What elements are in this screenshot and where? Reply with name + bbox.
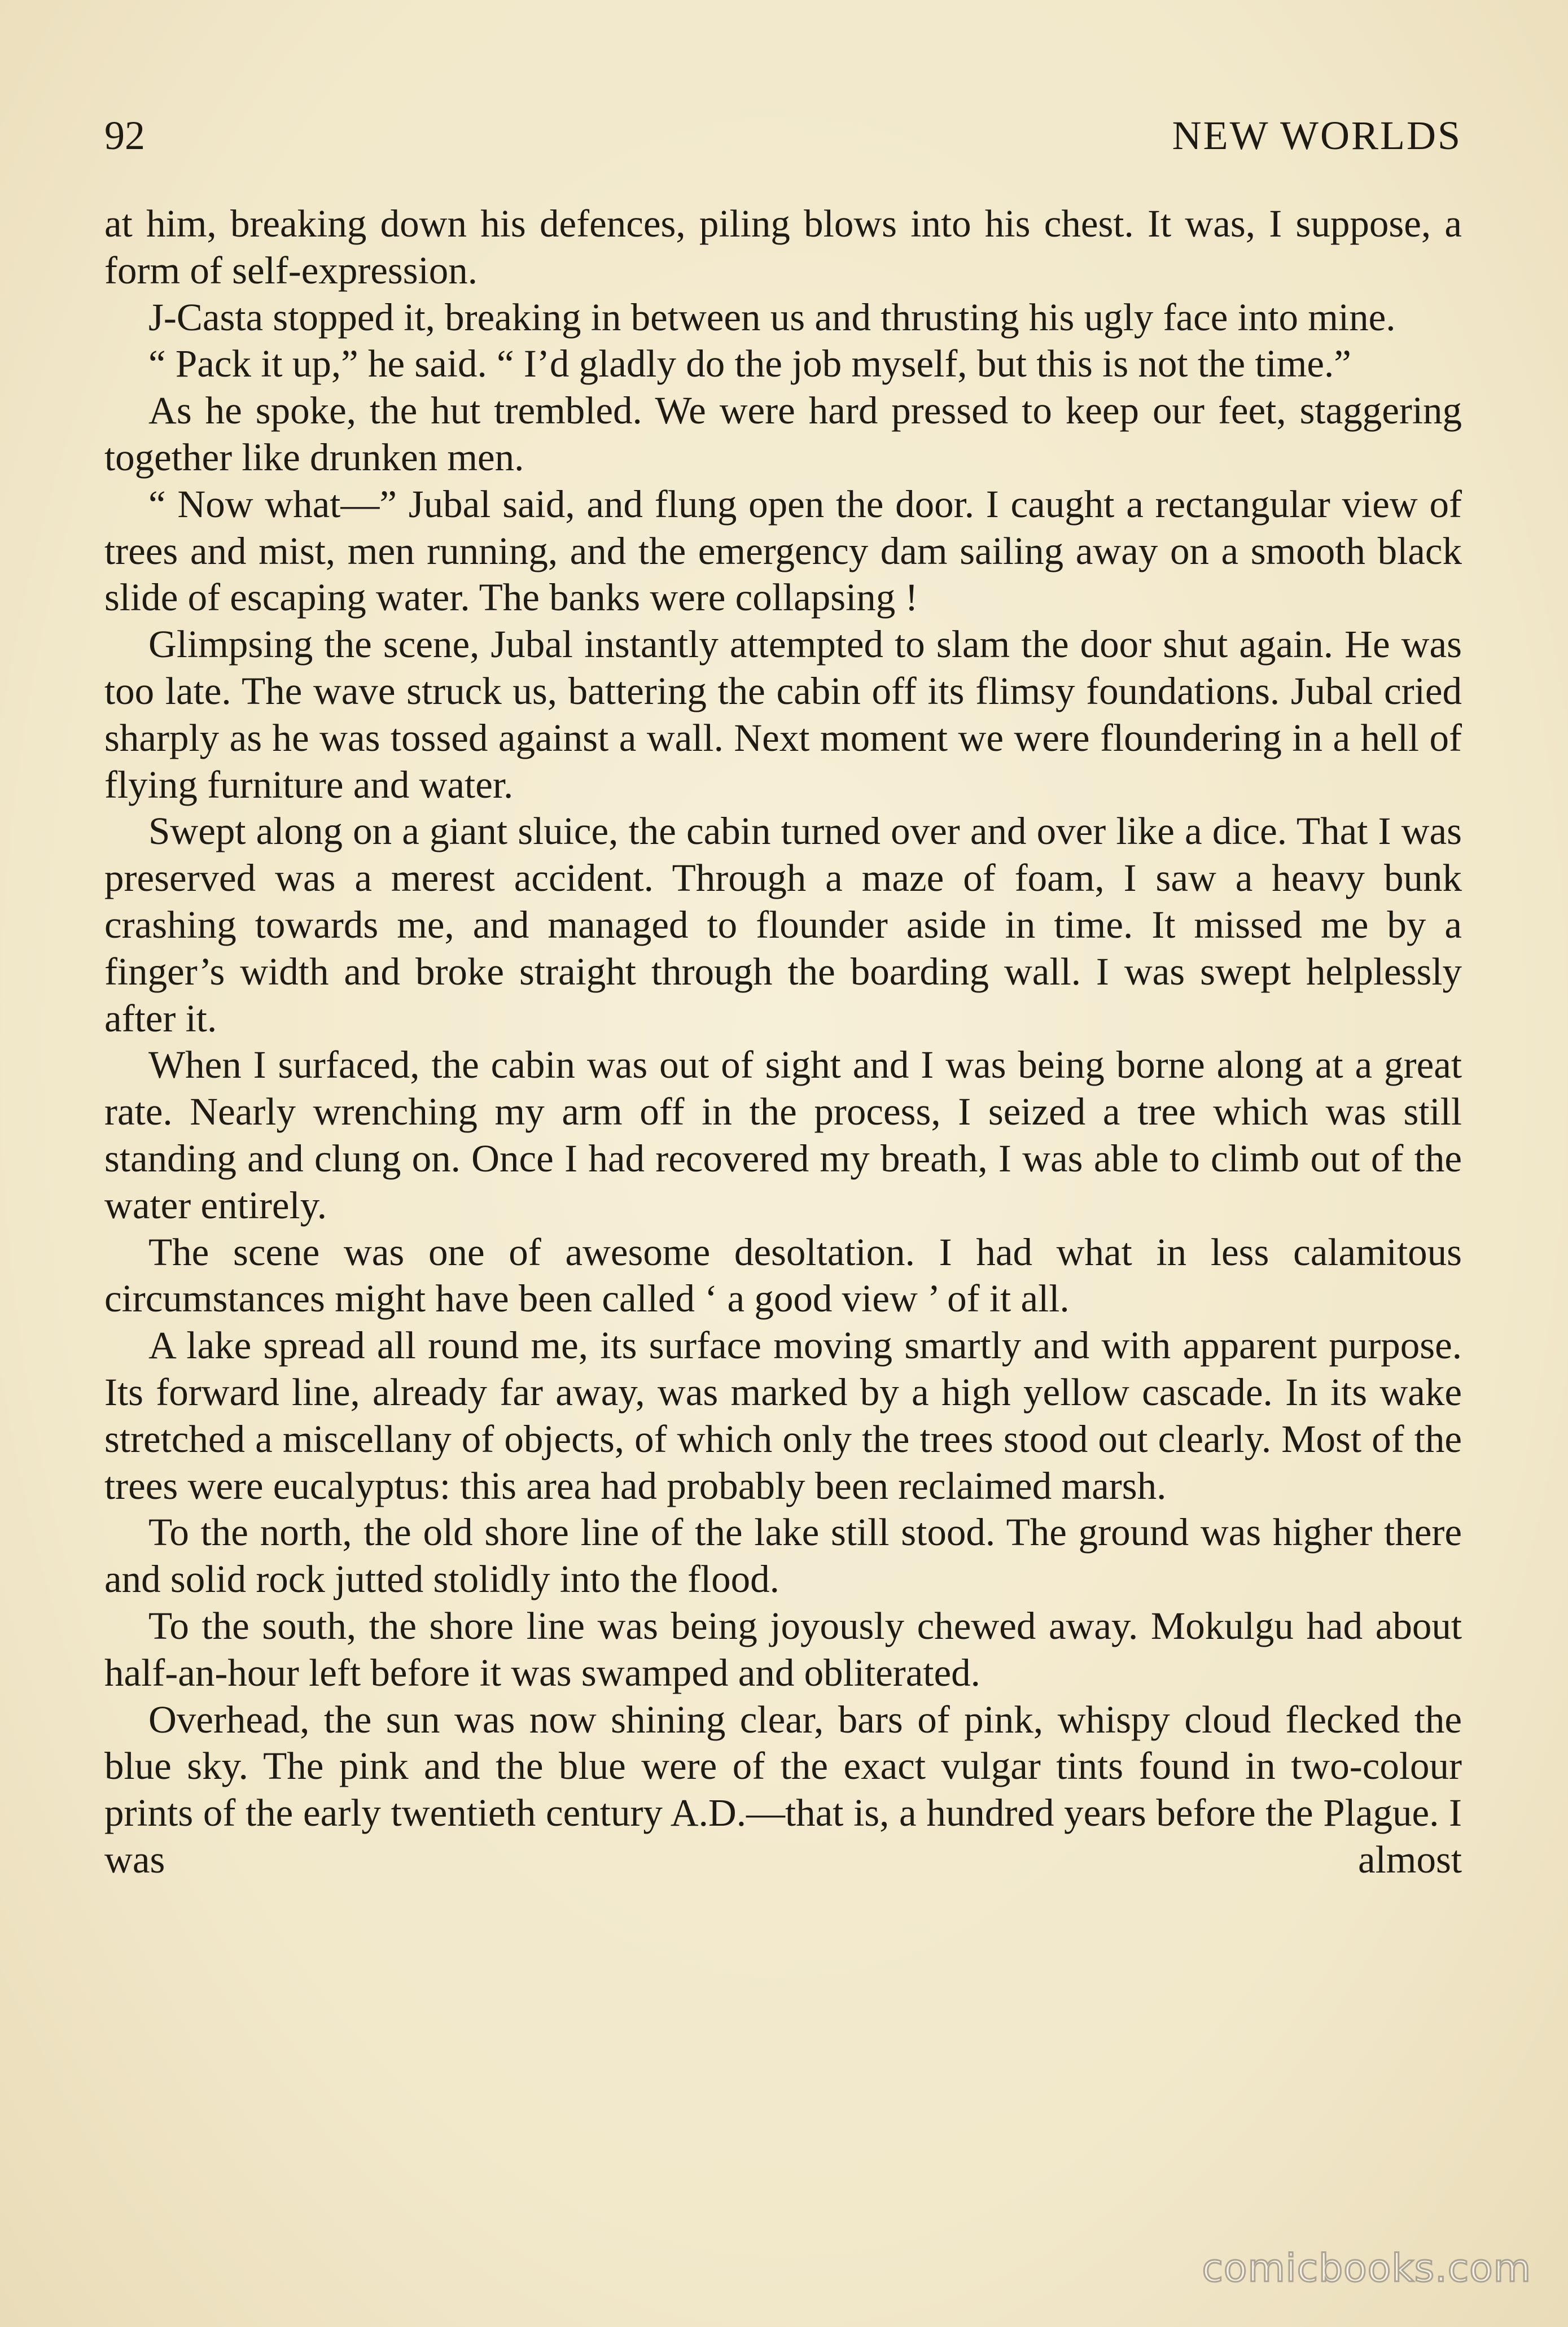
paragraph-9: The scene was one of awesome desoltation. I had what in less calamitous circumstances might have been called ‘ a good view ’ of it all. xyxy=(104,1230,1462,1320)
paragraph-13: Overhead, the sun was now shining clear, bars of pink, whispy cloud flecked the blue sky. The pink and the blue were of the exact vulgar tints found in two-colour prints of the early twentieth century A.D.—that is, a hundred years before the Plague. I was almost xyxy=(104,1698,1462,1881)
paragraph-6: Glimpsing the scene, Jubal instantly attempted to slam the door shut again. He was too late. The wave struck us, battering the cabin off its flimsy foundations. Jubal cried sharply as he was tossed against a wall. Next moment we were floundering in a hell of flying furniture and water. xyxy=(104,623,1462,806)
paragraph-8: When I surfaced, the cabin was out of sight and I was being borne along at a great rate. Nearly wrenching my arm off in the process, I seized a tree which was still standing and clung on. Once I had recovered my breath, I was able to climb out of the water entirely. xyxy=(104,1043,1462,1227)
paragraph-5: “ Now what—” Jubal said, and flung open the door. I caught a rectangular view of trees and mist, men running, and the emergency dam sailing away on a smooth black slide of escaping water. The banks were collapsing ! xyxy=(104,482,1462,619)
paragraph-11: To the north, the old shore line of the lake still stood. The ground was higher there and solid rock jutted stolidly into the flood. xyxy=(104,1511,1462,1601)
page-number: 92 xyxy=(104,113,145,158)
paragraph-4: As he spoke, the hut trembled. We were hard pressed to keep our feet, staggering together like drunken men. xyxy=(104,389,1462,479)
body-text xyxy=(104,200,1462,1883)
watermark: comicbooks.com xyxy=(1202,2246,1531,2291)
running-head xyxy=(104,104,1462,167)
paragraph-2: J-Casta stopped it, breaking in between us and thrusting his ugly face into mine. xyxy=(148,295,1396,339)
paragraph-12: To the south, the shore line was being joyously chewed away. Mokulgu had about half-an-hour left before it was swamped and obliterated. xyxy=(104,1604,1462,1694)
paragraph-3: “ Pack it up,” he said. “ I’d gladly do the job myself, but this is not the time.” xyxy=(148,342,1351,386)
paragraph-7: Swept along on a giant sluice, the cabin turned over and over like a dice. That I was preserved was a merest accident. Through a maze of foam, I saw a heavy bunk crashing towards me, and managed to flounder aside in time. It missed me by a finger’s width and broke straight through the boarding wall. I was swept helplessly after it. xyxy=(104,810,1462,1040)
paragraph-1: at him, breaking down his defences, piling blows into his chest. It was, I suppose, a form of self-expression. xyxy=(104,202,1462,292)
paragraph-10: A lake spread all round me, its surface moving smartly and with apparent purpose. Its forward line, already far away, was marked by a high yellow cascade. In its wake stretched a miscellany of objects, of which only the trees stood out clearly. Most of the trees were eucalyptus: this area had probably been reclaimed marsh. xyxy=(104,1324,1462,1507)
running-title: NEW WORLDS xyxy=(1172,113,1462,158)
